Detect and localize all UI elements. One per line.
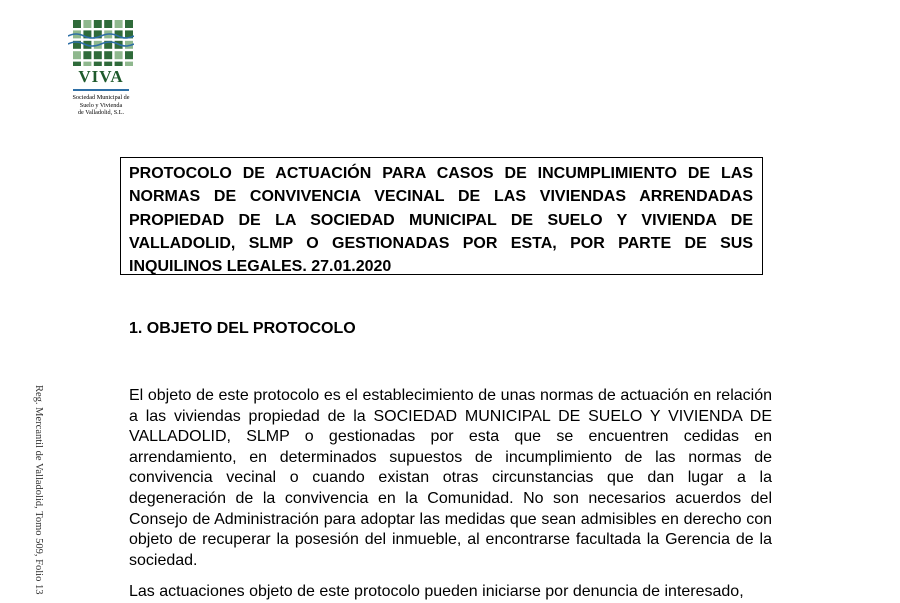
company-logo bbox=[66, 18, 136, 117]
registry-margin-note: Reg. Mercantil de Valladolid, Tomo 509, Folio 13 bbox=[33, 385, 44, 595]
logo-subtitle bbox=[66, 94, 136, 117]
document-title: PROTOCOLO DE ACTUACIÓN PARA CASOS DE INCUMPLIMIENTO DE LAS NORMAS DE CONVIVENCIA VECINAL DE LAS VIVIENDAS ARRENDADAS PROPIEDAD DE LA SOCIEDAD MUNICIPAL DE SUELO Y VIVIENDA DE VALLADOLID, SLMP O GESTIONADAS POR ESTA, POR PARTE DE SUS INQUILINOS LEGALES. 27.01.2020 bbox=[120, 157, 763, 275]
section-heading: 1. OBJETO DEL PROTOCOLO bbox=[129, 320, 356, 337]
logo-divider bbox=[73, 89, 129, 91]
logo-grid-icon bbox=[68, 18, 134, 66]
logo-name: VIVA bbox=[78, 67, 124, 86]
body-paragraph: Las actuaciones objeto de este protocolo pueden iniciarse por denuncia de interesado, bbox=[129, 583, 744, 600]
logo-subtitle-line: de Valladolid, S.L. bbox=[77, 109, 125, 117]
logo-subtitle-line: Sociedad Municipal de bbox=[72, 94, 130, 101]
logo-subtitle-line: Suelo y Vivienda bbox=[79, 101, 123, 109]
body-paragraph: El objeto de este protocolo es el establecimiento de unas normas de actuación en relación a las viviendas propiedad de la SOCIEDAD MUNICIPAL DE SUELO Y VIVIENDA DE VALLADOLID, SLMP o gestionadas por esta que se encuentren cedidas en arrendamiento, en determinados supuestos de incumplimiento de las normas de convivencia vecinal o cuando existan otras circunstancias que dan lugar a la degeneración de la convivencia en la Comunidad. No son necesarios acuerdos del Consejo de Administración para adoptar las medidas que sean admisibles en derecho con objeto de recuperar la posesión del inmueble, al encontrarse facultada la Gerencia de la sociedad. bbox=[129, 387, 772, 569]
